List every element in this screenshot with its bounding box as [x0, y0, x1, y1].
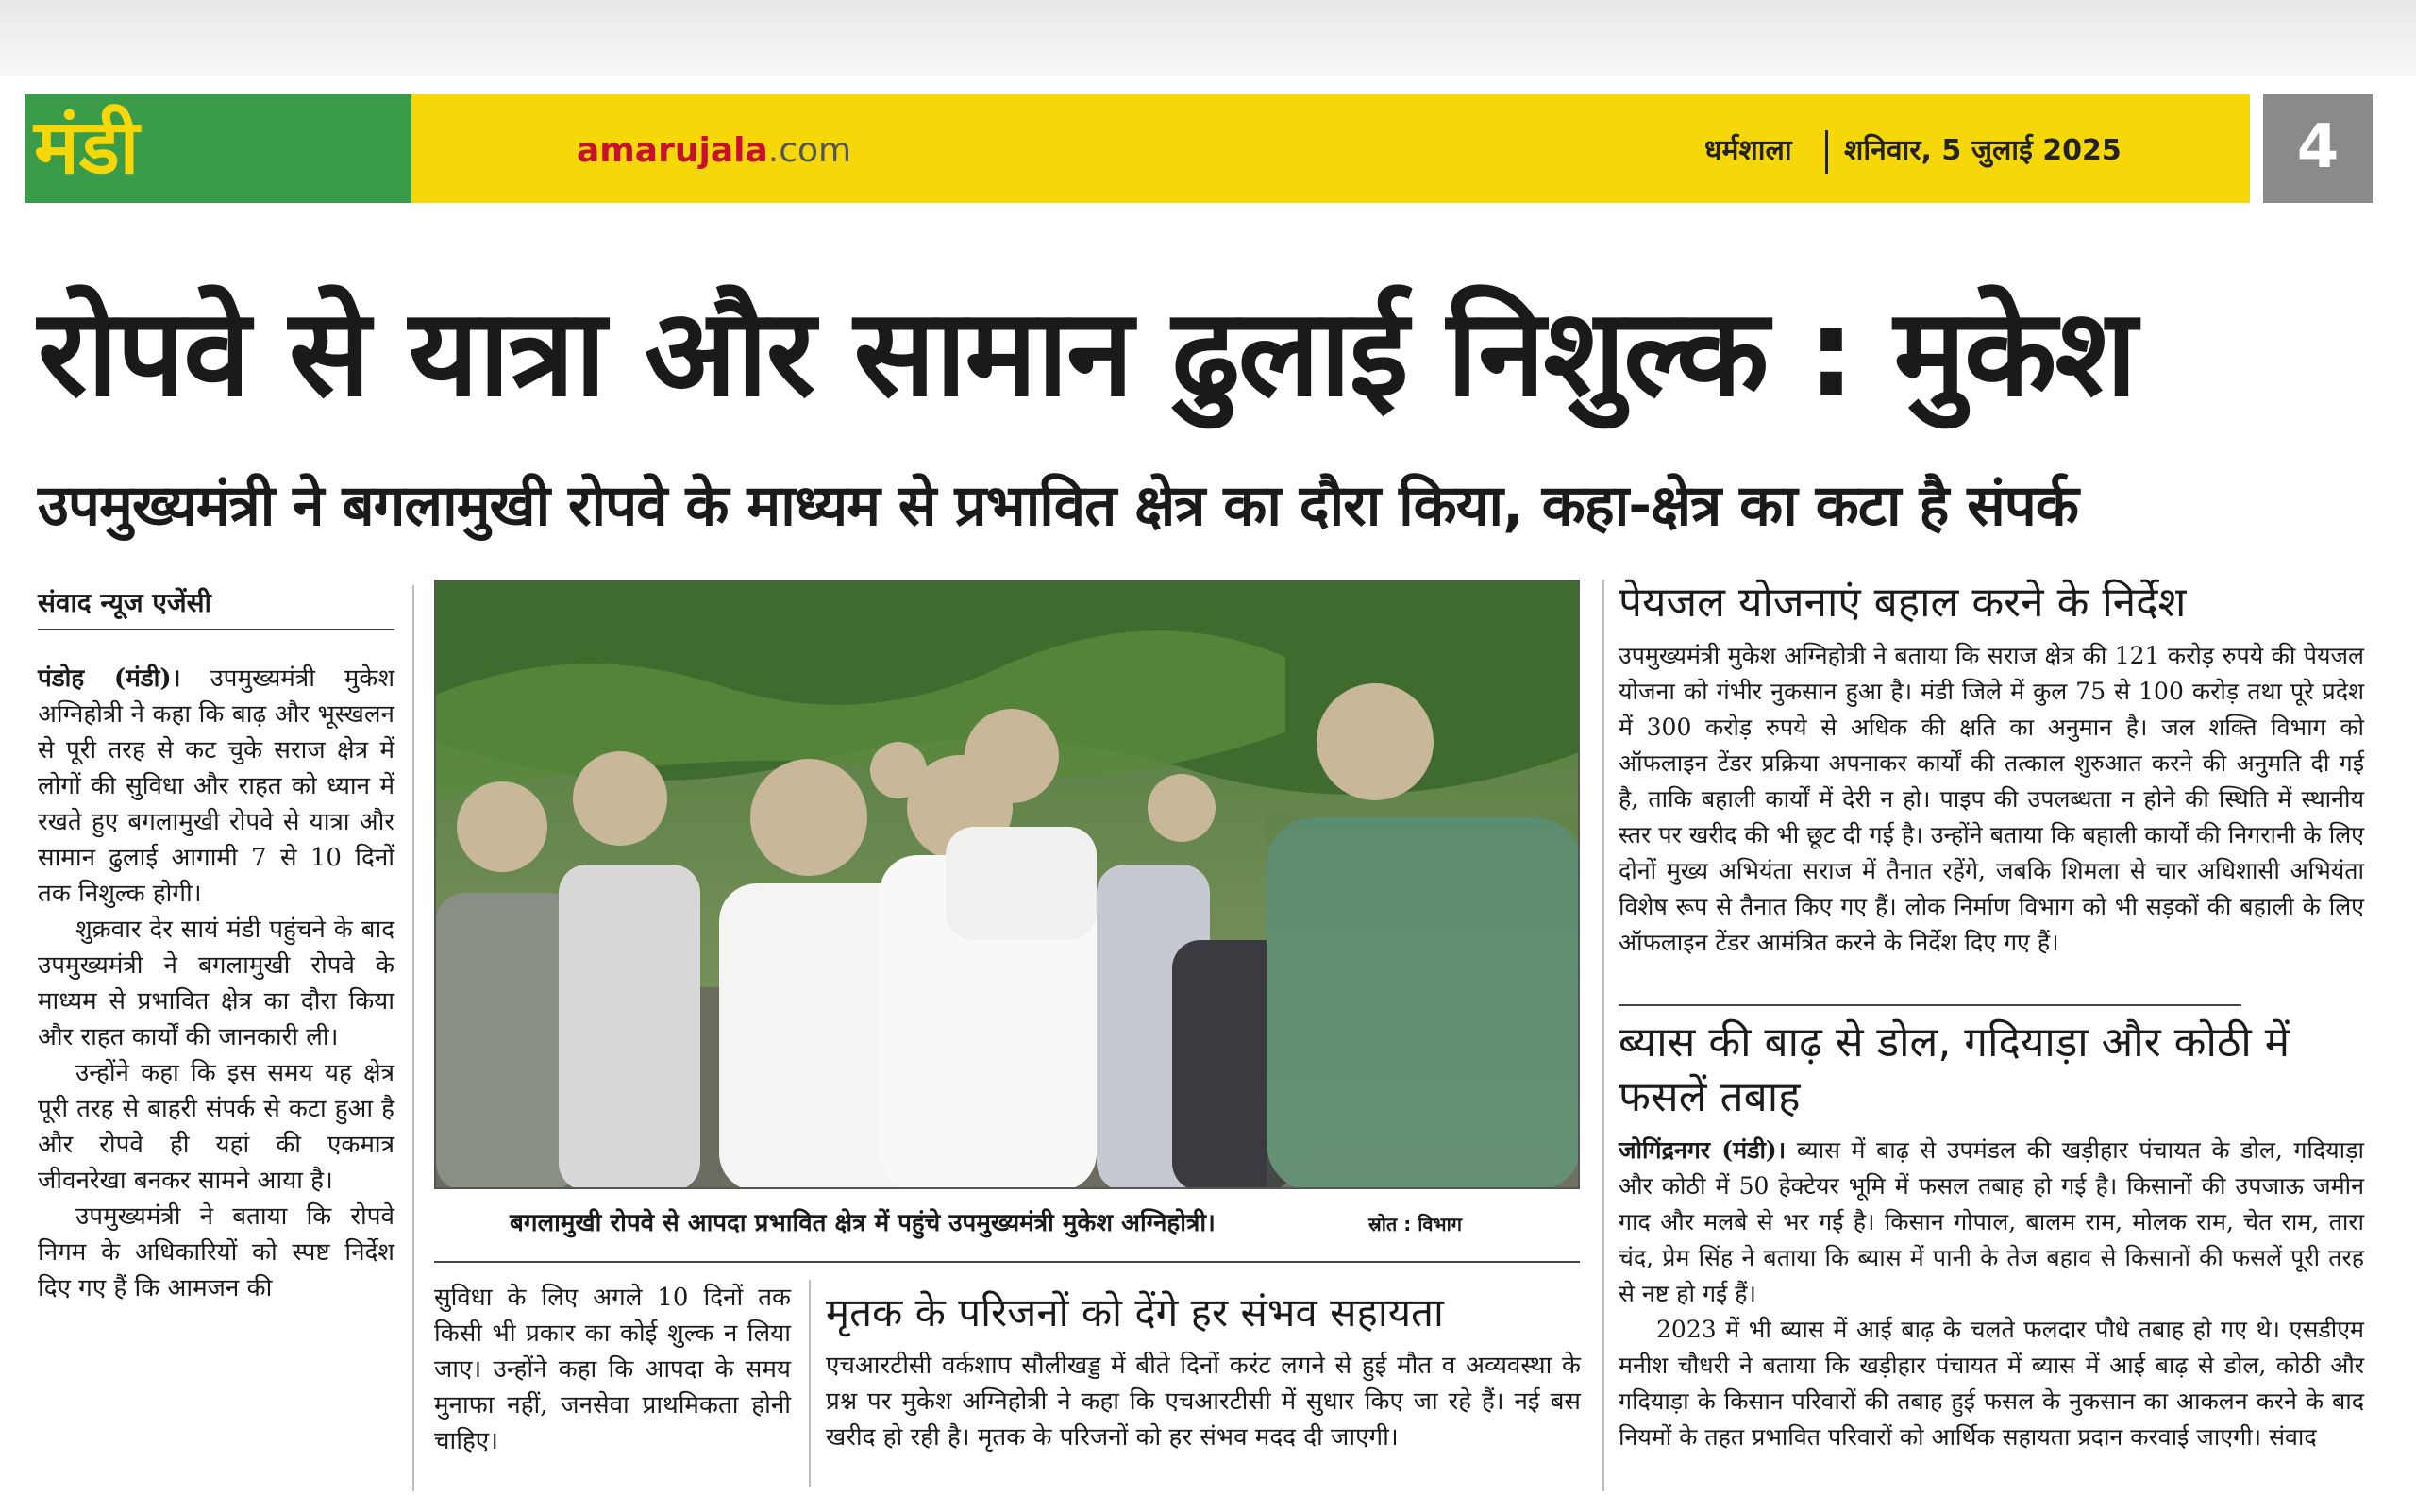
main-story-paragraph: उपमुख्यमंत्री ने बताया कि रोपवे निगम के अधिकारियों को स्पष्ट निर्देश दिए गए हैं कि आमजन की: [38, 1202, 394, 1302]
section-name: मंडी: [34, 103, 140, 191]
water-story-text: [1619, 638, 2364, 961]
news-photo: [434, 580, 1580, 1189]
page-top-shade: [0, 0, 2416, 76]
flood-story-paragraph: [1619, 1133, 2364, 1312]
sub-headline: उपमुख्यमंत्री ने बगलामुखी रोपवे के माध्यम से प्रभावित क्षेत्र का दौरा किया, कहा-क्षेत्र का कटा है संपर्क: [38, 473, 2078, 539]
byline-rule: [38, 629, 394, 630]
signoff: संवाद: [2269, 1423, 2317, 1451]
relief-story-heading: मृतक के परिजनों को देंगे हर संभव सहायता: [826, 1289, 1444, 1336]
site-domain: .com: [767, 131, 852, 170]
edition-date: शनिवार, 5 जुलाई 2025: [1844, 134, 2122, 167]
main-story-paragraph: उन्होंने कहा कि इस समय यह क्षेत्र पूरी तरह से बाहरी संपर्क से कटा हुआ है और रोपवे ही यहां की एकमात्र जीवनरेखा बनकर सामने आया है।: [38, 1059, 394, 1195]
paragraph-text: उपमुख्यमंत्री मुकेश अग्निहोत्री ने कहा कि बाढ़ और भूस्खलन से पूरी तरह से कट चुके सराज क्षेत्र में लोगों की सुविधा और राहत को ध्यान में रखते हुए बगलामुखी रोपवे से यात्रा और सामान ढुलाई आगामी 7 से 10 दिनों तक निशुल्क होगी।: [38, 664, 395, 908]
flood-story-heading: ब्यास की बाढ़ से डोल, गदियाड़ा और कोठी में फसलें तबाह: [1619, 1018, 2290, 1121]
column-divider: [809, 1280, 811, 1487]
relief-story-paragraph: एचआरटीसी वर्कशाप सौलीखड्ड में बीते दिनों करंट लगने से हुई मौत व अव्यवस्था के प्रश्न पर मुकेश अग्निहोत्री ने कहा कि एचआरटीसी में सुधार किए जा रहे हैं। नई बस खरीद हो रही है। मृतक के परिजनों को हर संभव मदद दी जाएगी।: [826, 1352, 1581, 1452]
byline: संवाद न्यूज एजेंसी: [38, 587, 211, 618]
photo-credit: स्रोत : विभाग: [1368, 1213, 1463, 1235]
column-divider: [1602, 580, 1604, 1491]
flood-dateline: जोगिंद्रनगर (मंडी)।: [1619, 1136, 1787, 1164]
site-name: [577, 130, 851, 172]
water-story-heading: पेयजल योजनाएं बहाल करने के निर्देश: [1619, 579, 2187, 627]
section-label-box: [25, 94, 411, 203]
photo-caption: बगलामुखी रोपवे से आपदा प्रभावित क्षेत्र में पहुंचे उपमुख्यमंत्री मुकेश अग्निहोत्री।: [510, 1209, 1216, 1237]
story-separator: [1619, 1004, 2241, 1006]
edition-city: धर्मशाला: [1704, 134, 1792, 167]
masthead: [25, 94, 2250, 203]
column-divider: [412, 585, 414, 1491]
main-story-paragraph: शुक्रवार देर सायं मंडी पहुंचने के बाद उपमुख्यमंत्री ने बगलामुखी रोपवे के माध्यम से प्रभावित क्षेत्र का दौरा किया और राहत कार्यों की जानकारी ली।: [38, 916, 394, 1051]
flood-story-text: [1619, 1133, 2364, 1455]
continuation-column: [434, 1280, 791, 1459]
water-story-paragraph: उपमुख्यमंत्री मुकेश अग्निहोत्री ने बताया कि सराज क्षेत्र की 121 करोड़ रुपये की पेयजल योजना को गंभीर नुकसान हुआ है। मंडी जिले में कुल 75 से 100 करोड़ तथा पूरे प्रदेश में 300 करोड़ रुपये से अधिक की क्षति का अनुमान है। जल शक्ति विभाग को ऑफलाइन टेंडर प्रक्रिया अपनाकर कार्यों की तत्काल शुरुआत करने की अनुमति दी गई है, ताकि बहाली कार्यों में देरी न हो। पाइप की उपलब्धता न होने की स्थिति में स्थानीय स्तर पर खरीद की भी छूट दी गई है। उन्होंने बताया कि बहाली कार्यों की निगरानी के लिए दोनों मुख्य अभियंता सराज में तैनात रहेंगे, जबकि शिमला से चार अधिशासी अभियंता विशेष रूप से तैनात किए गए हैं। लोक निर्माण विभाग को भी सड़कों की बहाली के लिए ऑफलाइन टेंडर आमंत्रित करने के निर्देश दिए गए हैं।: [1619, 642, 2364, 956]
paragraph-text: 2023 में भी ब्यास में आई बाढ़ के चलते फलदार पौधे तबाह हो गए थे। एसडीएम मनीश चौधरी ने बताया कि खड़ीहार पंचायत में ब्यास में आई बाढ़ से डोल, कोठी और गदियाड़ा के किसान परिवारों की तबाह हुई फसल के नुकसान का आकलन करने के बाद नियमों के तहत प्रभावित परिवारों को आर्थिक सहायता प्रदान करवाई जाएगी।: [1619, 1316, 2364, 1451]
caption-rule: [434, 1261, 1580, 1263]
flood-story-paragraph: [1619, 1312, 2364, 1455]
paragraph-text: ब्यास में बाढ़ से उपमंडल की खड़ीहार पंचायत के डोल, गदियाड़ा और कोठी में 50 हेक्टेयर भूमि में फसल तबाह हो गई है। किसानों की उपजाऊ जमीन गाद और मलबे से भर गई है। किसान गोपाल, बालम राम, मोलक राम, चेत राम, तारा चंद, प्रेम सिंह ने बताया कि ब्यास में पानी के तेज बहाव से किसानों की फसलें पूरी तरह से नष्ट हो गई हैं।: [1619, 1136, 2364, 1307]
page-number-box: [2263, 94, 2373, 203]
main-story-paragraph: [38, 661, 394, 912]
page-number: 4: [2296, 112, 2340, 182]
photo-illustration: [436, 581, 1580, 1189]
main-headline: रोपवे से यात्रा और सामान ढुलाई निशुल्क : मुकेश: [38, 283, 2136, 424]
relief-story-text: [826, 1348, 1581, 1455]
main-story-column: [38, 661, 394, 1306]
dateline: पंडोह (मंडी)।: [38, 664, 181, 693]
site-brand: amarujala: [577, 131, 768, 170]
masthead-divider: [1825, 130, 1828, 174]
continuation-paragraph: सुविधा के लिए अगले 10 दिनों तक किसी भी प्रकार का कोई शुल्क न लिया जाए। उन्होंने कहा कि आपदा के समय मुनाफा नहीं, जनसेवा प्राथमिकता होनी चाहिए।: [434, 1284, 791, 1455]
